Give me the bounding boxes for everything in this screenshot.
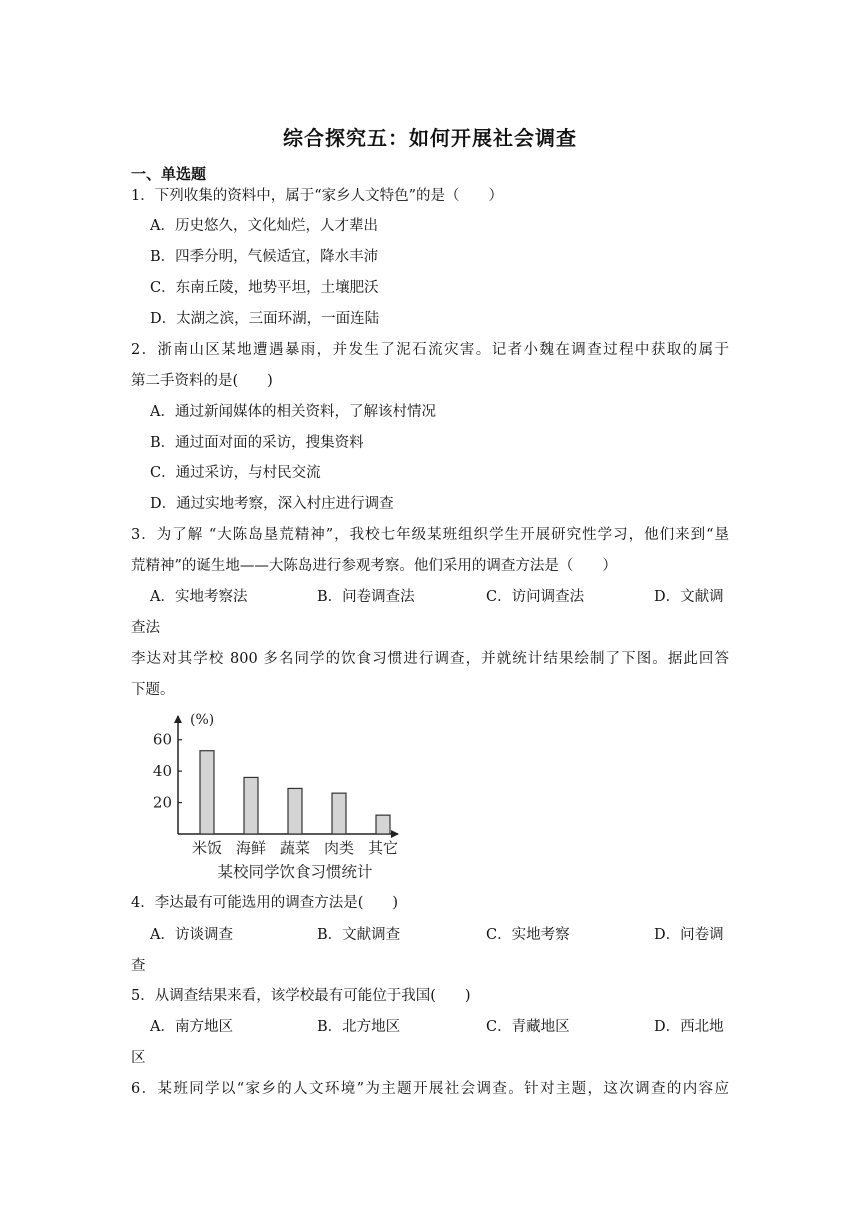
question-2-option-b: B．通过面对面的采访，搜集资料	[150, 435, 364, 451]
x-tick-label: 米饭	[191, 839, 223, 857]
question-5-option-d-continued: 区	[131, 1050, 146, 1066]
question-4-option-c: C．实地考察	[486, 927, 570, 943]
material-intro-line-1: 李达对其学校 800 多名同学的饮食习惯进行调查，并就统计结果绘制了下图。据此回答	[131, 651, 729, 667]
bar-5	[376, 815, 390, 834]
question-2-option-a: A．通过新闻媒体的相关资料，了解该村情况	[150, 404, 436, 420]
y-tick-label: 60	[152, 730, 172, 749]
question-3-stem-line-1: 3．为了解 “大陈岛垦荒精神”，我校七年级某班组织学生开展研究性学习，他们来到“垦	[131, 527, 729, 543]
bar-1	[200, 751, 214, 834]
question-1-option-c: C．东南丘陵，地势平坦，土壤肥沃	[150, 280, 379, 296]
question-4-option-d: D．问卷调	[654, 927, 724, 943]
x-tick-label: 蔬菜	[279, 839, 311, 857]
question-1-option-a: A．历史悠久，文化灿烂，人才辈出	[150, 218, 378, 234]
y-tick-label: 20	[152, 793, 172, 812]
question-3-option-d-continued: 查法	[131, 620, 160, 636]
question-6-stem: 6．某班同学以“家乡的人文环境”为主题开展社会调查。针对主题，这次调查的内容应	[131, 1081, 729, 1097]
question-4-option-a: A．访谈调查	[150, 927, 233, 943]
page-title: 综合探究五：如何开展社会调查	[283, 126, 577, 150]
question-5-option-d: D．西北地	[654, 1019, 724, 1035]
question-4-option-d-continued: 查	[131, 958, 146, 974]
y-axis-unit-label: (%)	[190, 712, 215, 728]
question-5-stem: 5．从调查结果来看，该学校最有可能位于我国( )	[131, 988, 471, 1004]
material-intro-line-2: 下题。	[131, 682, 175, 698]
question-3-option-a: A．实地考察法	[150, 589, 248, 605]
x-axis-arrow	[391, 830, 399, 838]
bar-4	[332, 793, 346, 834]
question-4-option-b: B．文献调查	[317, 927, 401, 943]
question-1-option-d: D．太湖之滨，三面环湖，一面连陆	[150, 311, 380, 327]
question-3-option-b: B．问卷调查法	[317, 589, 415, 605]
x-tick-label: 其它	[367, 839, 399, 857]
section-heading: 一、单选题	[131, 165, 207, 183]
question-5-option-a: A．南方地区	[150, 1019, 233, 1035]
question-3-option-c: C．访问调查法	[486, 589, 585, 605]
question-2-option-c: C．通过采访，与村民交流	[150, 465, 321, 481]
question-5-option-b: B．北方地区	[317, 1019, 401, 1035]
question-3-option-d: D．文献调	[654, 589, 724, 605]
x-tick-label: 肉类	[323, 839, 355, 857]
bar-3	[288, 788, 302, 834]
diet-habit-bar-chart	[140, 708, 410, 888]
question-1-option-b: B．四季分明，气候适宜，降水丰沛	[150, 249, 379, 265]
question-5-option-c: C．青藏地区	[486, 1019, 570, 1035]
question-2-option-d: D．通过实地考察，深入村庄进行调查	[150, 496, 394, 512]
y-axis-arrow	[174, 715, 182, 723]
question-3-stem-line-2: 荒精神”的诞生地——大陈岛进行参观考察。他们采用的调查方法是（ ）	[131, 558, 617, 574]
bar-2	[244, 777, 258, 834]
question-4-stem: 4．李达最有可能选用的调查方法是( )	[131, 895, 399, 911]
x-tick-label: 海鲜	[235, 839, 267, 857]
chart-title: 某校同学饮食习惯统计	[217, 863, 373, 881]
question-2-stem-line-2: 第二手资料的是( )	[131, 373, 273, 389]
question-2-stem-line-1: 2．浙南山区某地遭遇暴雨，并发生了泥石流灾害。记者小魏在调查过程中获取的属于	[131, 342, 729, 358]
y-tick-label: 40	[152, 762, 172, 781]
question-1-stem: 1．下列收集的资料中，属于“家乡人文特色”的是（ ）	[131, 188, 504, 204]
